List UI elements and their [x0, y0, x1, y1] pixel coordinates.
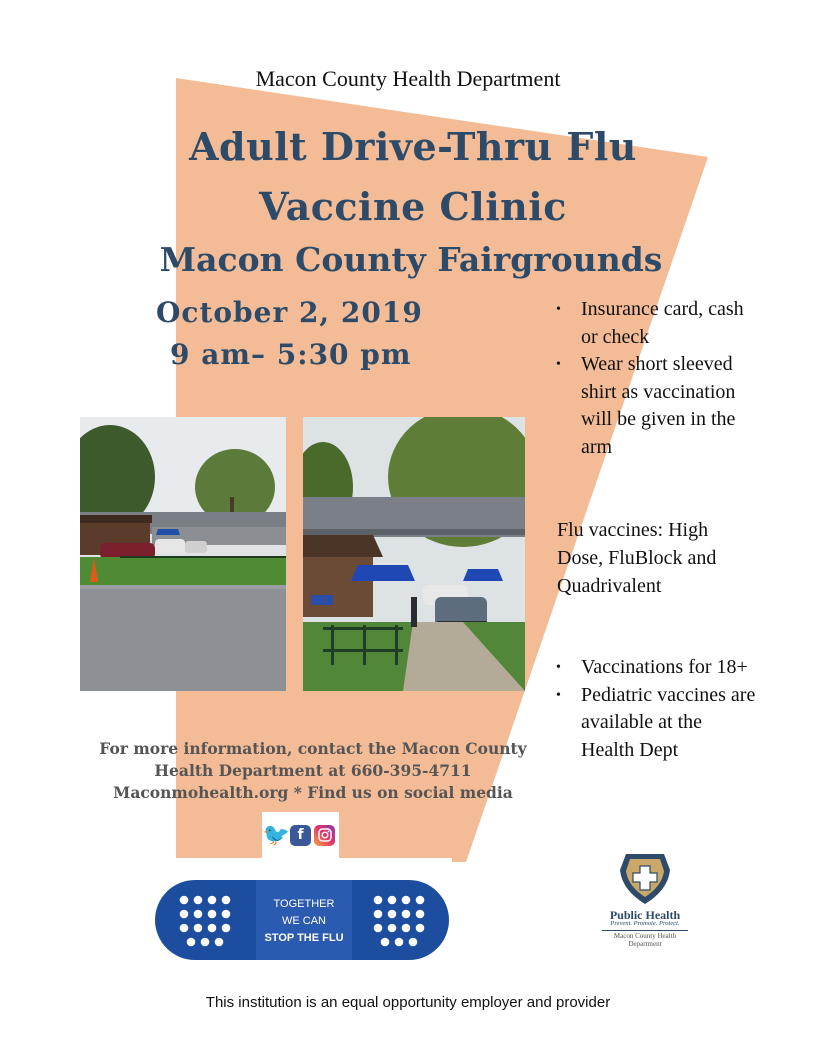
social-media-icons	[262, 812, 339, 858]
logo-name: Public Health	[609, 908, 681, 922]
organization-name: Macon County Health Department	[255, 66, 561, 91]
event-time: 9 am– 5:30 pm	[170, 338, 412, 371]
bandage-line: TOGETHER	[273, 898, 335, 910]
contact-line: For more information, contact the Macon County	[99, 739, 527, 758]
fairgrounds-photo-parking	[80, 417, 286, 691]
vaccine-types-note: Flu vaccines: High Dose, FluBlock and Quadrivalent	[557, 519, 717, 597]
bandage-line: STOP THE FLU	[264, 932, 344, 944]
bandage-line: WE CAN	[282, 915, 326, 927]
footer-text: This institution is an equal opportunity employer and provider	[205, 994, 611, 1011]
event-date: October 2, 2019	[156, 296, 423, 329]
venue-heading: Macon County Fairgrounds	[159, 240, 663, 279]
list-item: • Pediatric vaccines are available at the Health Dept	[556, 682, 756, 765]
bandage-text	[254, 896, 354, 947]
contact-info	[66, 738, 560, 804]
eligibility-list	[556, 654, 756, 764]
logo-county	[588, 932, 702, 948]
fairgrounds-photo-canopy	[303, 417, 525, 691]
title-line-1: Adult Drive-Thru Flu	[189, 124, 637, 169]
requirements-list	[556, 296, 756, 461]
list-item: • Vaccinations for 18+	[556, 654, 756, 682]
title-line-2: Vaccine Clinic	[259, 184, 567, 229]
facebook-icon[interactable]: f	[290, 825, 311, 846]
list-item: • Insurance card, cash or check	[556, 296, 756, 351]
twitter-icon[interactable]: 🐦	[262, 822, 291, 848]
logo-county-line: Macon County Health	[613, 932, 677, 940]
public-health-logo	[588, 848, 702, 950]
logo-tagline: Prevent. Promote. Protect.	[610, 920, 680, 927]
contact-line: Maconmohealth.org * Find us on social media	[113, 783, 513, 802]
instagram-icon[interactable]	[314, 825, 335, 846]
shield-icon	[588, 848, 702, 908]
list-item: • Wear short sleeved shirt as vaccination will be given in the arm	[556, 351, 756, 461]
contact-line: Health Department at 660-395-4711	[154, 761, 472, 780]
logo-divider	[602, 930, 688, 931]
logo-county-line: Department	[628, 940, 662, 948]
stop-the-flu-banner	[152, 858, 452, 968]
